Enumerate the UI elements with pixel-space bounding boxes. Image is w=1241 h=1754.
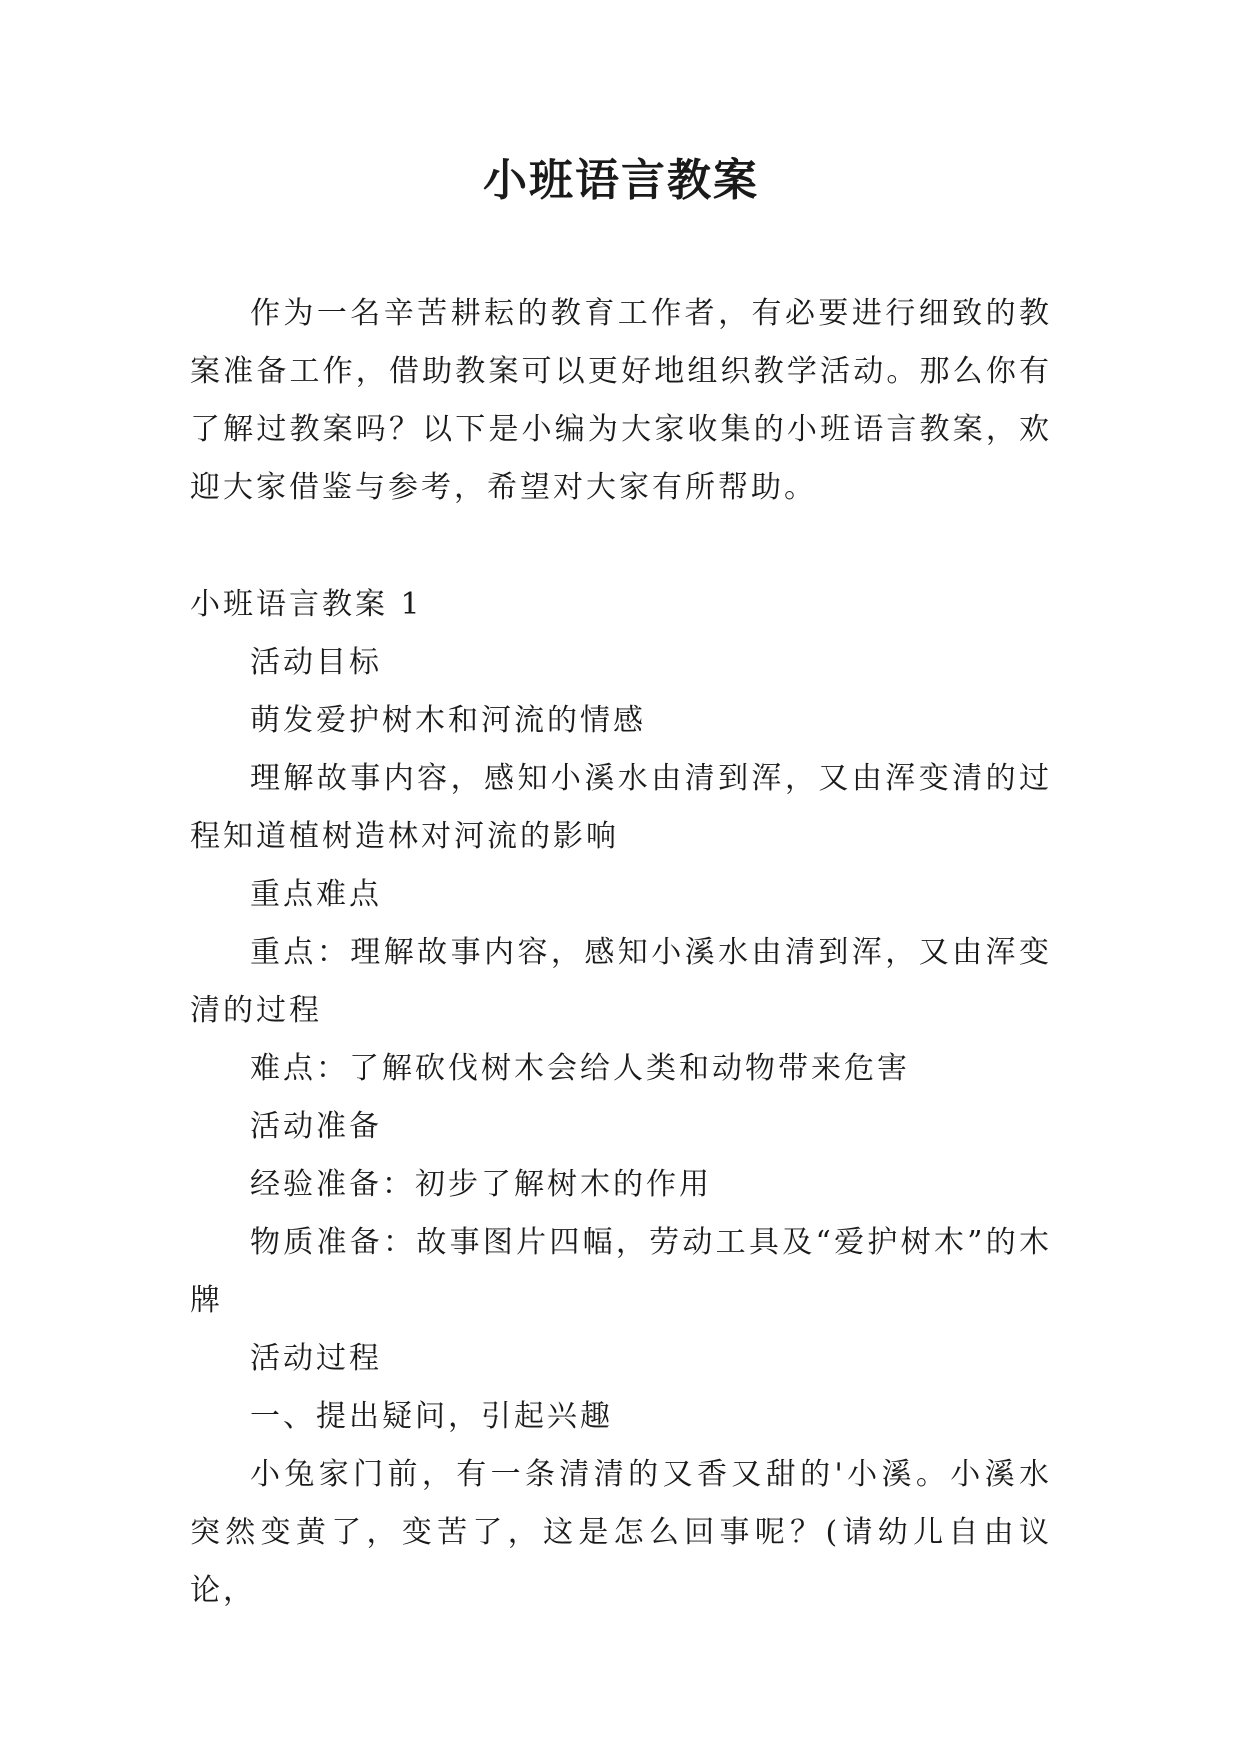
key-point-item: 重点：理解故事内容，感知小溪水由清到浑，又由浑变清的过程 [190, 935, 1052, 1028]
goal-item: 理解故事内容，感知小溪水由清到浑，又由浑变清的过程知道植树造林对河流的影响 [190, 761, 1052, 854]
preparation-item: 经验准备：初步了解树木的作用 [250, 1167, 712, 1202]
heading-activity-goals: 活动目标 [250, 645, 382, 680]
section-heading: 小班语言教案 1 [190, 587, 423, 622]
goal-item: 萌发爱护树木和河流的情感 [250, 703, 646, 738]
heading-key-points: 重点难点 [250, 877, 382, 912]
difficulty-item: 难点：了解砍伐树木会给人类和动物带来危害 [250, 1051, 910, 1086]
intro-paragraph: 作为一名辛苦耕耘的教育工作者，有必要进行细致的教案准备工作，借助教案可以更好地组织教学活动。那么你有了解过教案吗？以下是小编为大家收集的小班语言教案，欢迎大家借鉴与参考，希望对大家有所帮助。 [190, 296, 1052, 505]
heading-preparation: 活动准备 [250, 1109, 382, 1144]
process-step-heading: 一、提出疑问，引起兴趣 [250, 1399, 613, 1434]
preparation-item: 物质准备：故事图片四幅，劳动工具及“爱护树木”的木牌 [190, 1225, 1052, 1318]
heading-process: 活动过程 [250, 1341, 382, 1376]
lesson-plan-body [190, 576, 1052, 1620]
document-title: 小班语言教案 [483, 155, 759, 206]
process-paragraph: 小兔家门前，有一条清清的又香又甜的'小溪。小溪水突然变黄了，变苦了，这是怎么回事呢？(请幼儿自由议论， [190, 1457, 1052, 1608]
